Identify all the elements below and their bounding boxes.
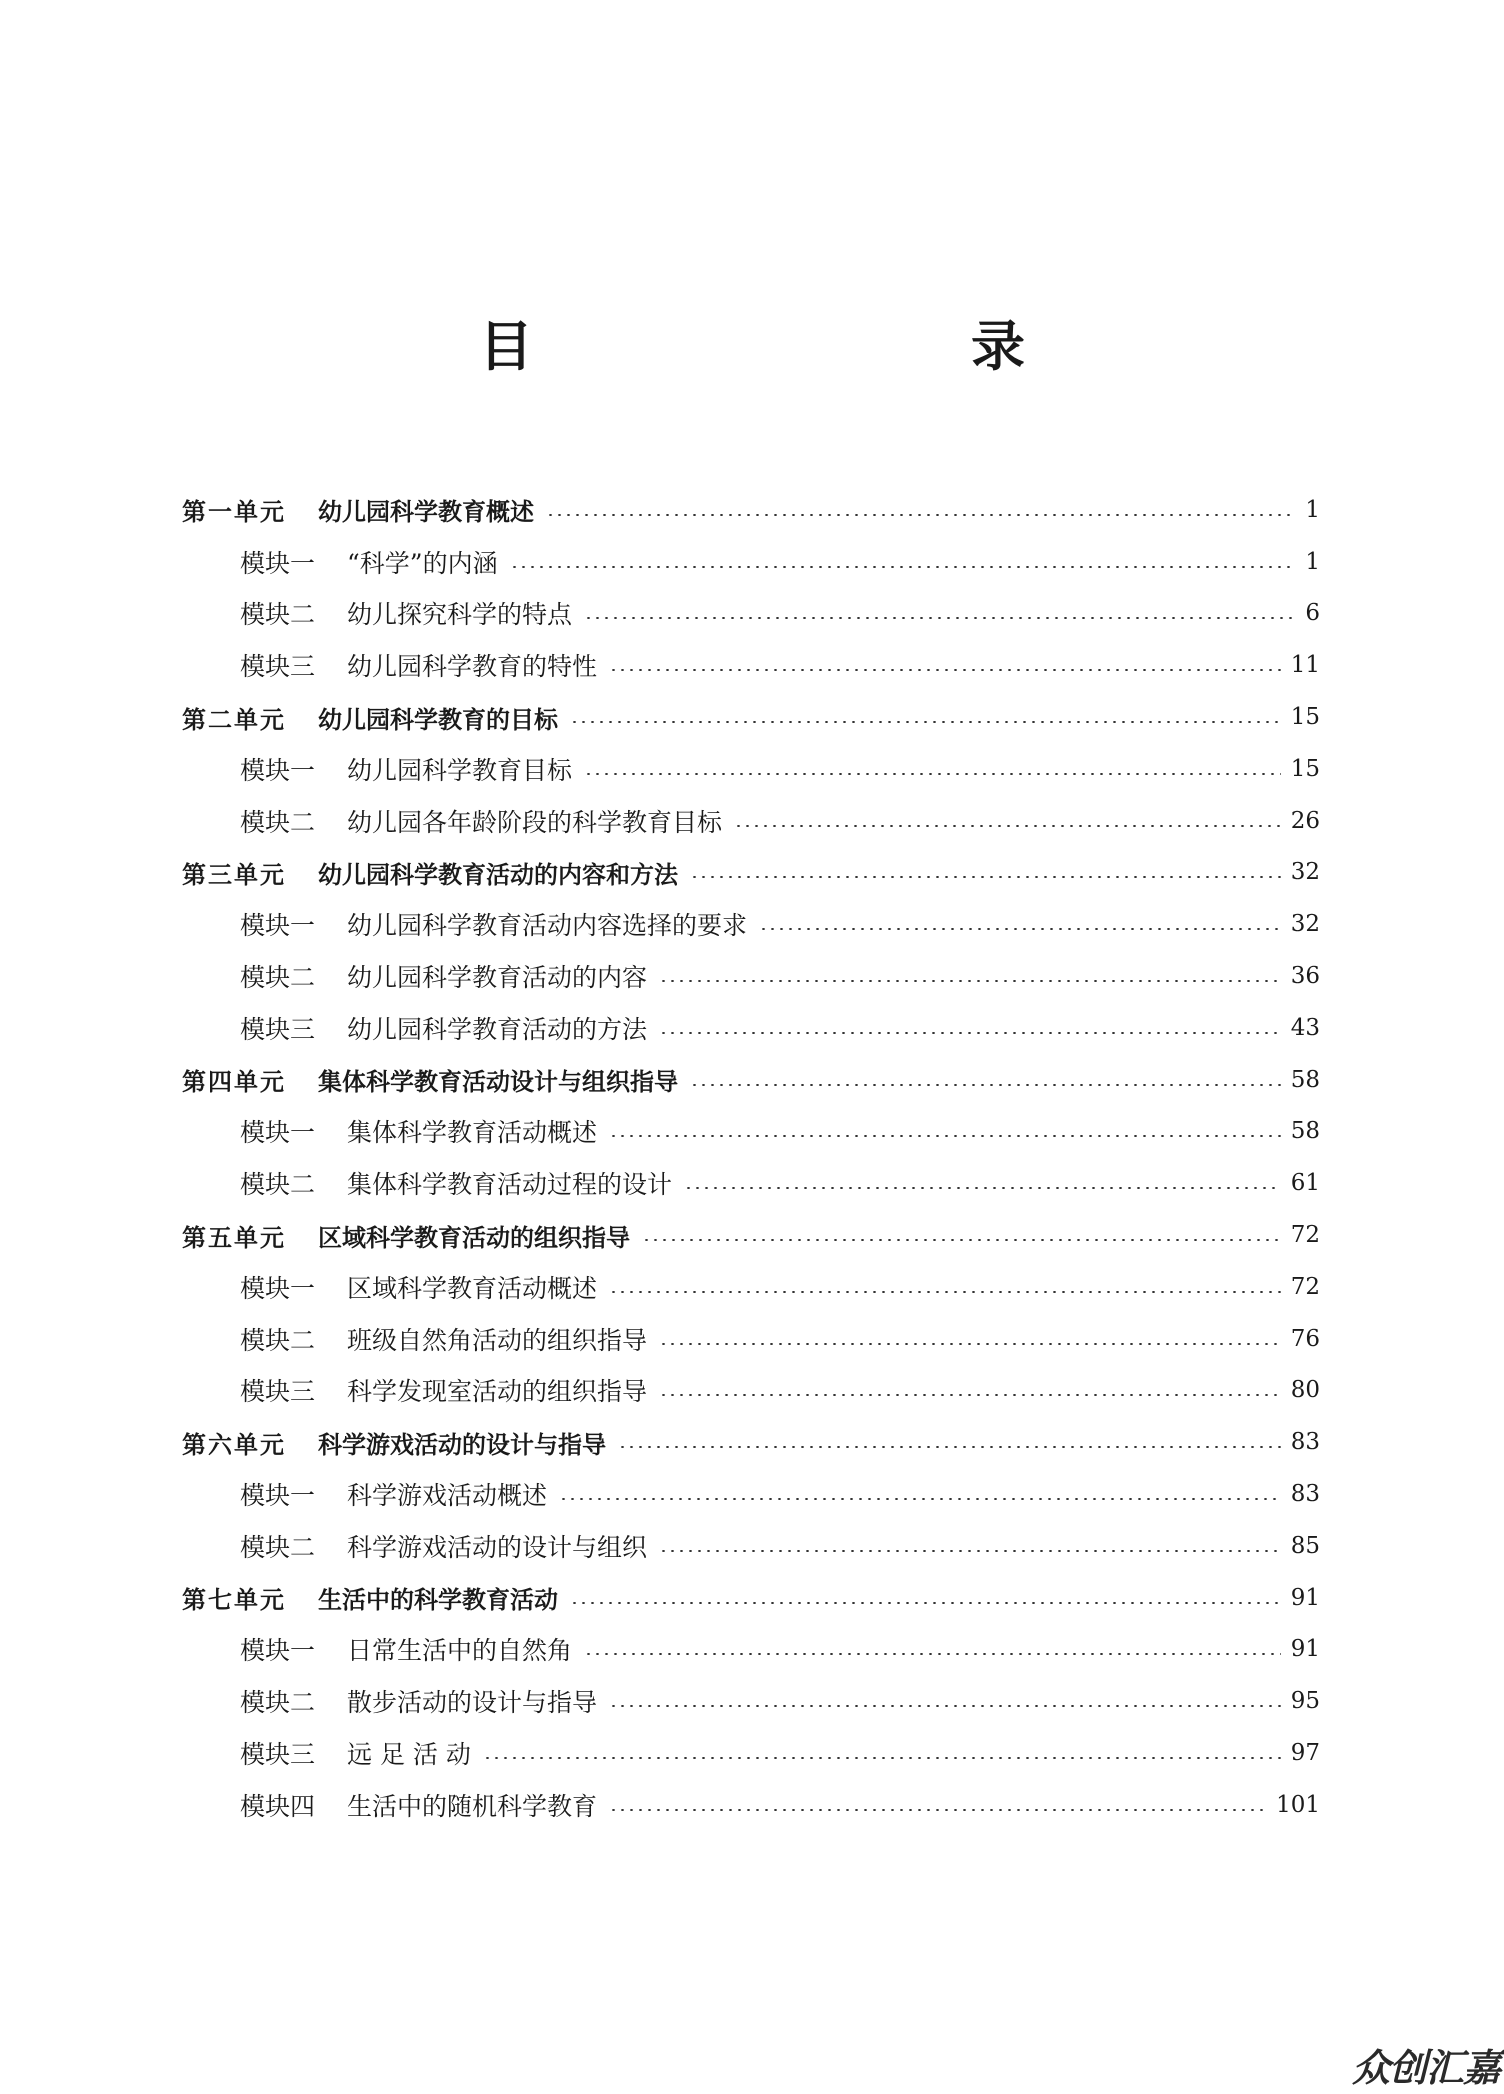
toc-module-row[interactable]: [182, 950, 1320, 1002]
toc-entry-label: [240, 1321, 647, 1357]
dot-leader: [659, 1394, 1281, 1396]
toc-unit-row[interactable]: [182, 1572, 1320, 1624]
page-number: 32: [1290, 911, 1320, 938]
toc-module-row[interactable]: [182, 639, 1320, 691]
toc-entry-label: [240, 1683, 597, 1719]
page-number: 43: [1290, 1014, 1320, 1041]
dot-leader: [618, 1446, 1281, 1448]
module-number: 模块一: [240, 1636, 316, 1666]
module-title: 幼儿园科学教育活动内容选择的要求: [347, 911, 748, 941]
unit-number: 第六单元: [182, 1430, 286, 1459]
page-number: 1: [1305, 496, 1320, 523]
page-number: 101: [1276, 1791, 1320, 1818]
toc-module-row[interactable]: [182, 743, 1320, 795]
toc-entry-label: [240, 1787, 597, 1823]
unit-title: 科学游戏活动的设计与指导: [318, 1430, 606, 1459]
toc-module-row[interactable]: [182, 1365, 1320, 1417]
unit-number: 第三单元: [182, 860, 286, 889]
page-number: 97: [1290, 1740, 1320, 1767]
toc-module-row[interactable]: [182, 1468, 1320, 1520]
dot-leader: [759, 928, 1281, 930]
page-number: 91: [1290, 1584, 1320, 1611]
page-number: 76: [1290, 1325, 1320, 1352]
toc-entry-label: [240, 1010, 647, 1046]
unit-title: 集体科学教育活动设计与组织指导: [318, 1068, 678, 1097]
module-title: 日常生活中的自然角: [347, 1636, 573, 1666]
module-title: 散步活动的设计与指导: [347, 1688, 598, 1718]
module-number: 模块四: [240, 1791, 316, 1821]
page-number: 83: [1290, 1481, 1320, 1508]
page-number: 15: [1290, 755, 1320, 782]
toc-entry-label: [240, 1631, 572, 1667]
unit-title: 生活中的科学教育活动: [318, 1586, 558, 1615]
toc-entry-label: [240, 1113, 597, 1149]
dot-leader: [609, 1705, 1281, 1707]
table-of-contents: [182, 484, 1320, 1831]
dot-leader: [559, 1498, 1281, 1500]
toc-module-row[interactable]: [182, 1002, 1320, 1054]
dot-leader: [642, 1239, 1281, 1241]
toc-module-row[interactable]: [182, 1313, 1320, 1365]
unit-number: 第一单元: [182, 498, 286, 527]
toc-entry-label: [240, 1476, 547, 1512]
toc-entry-label: [240, 803, 722, 839]
dot-leader: [690, 1084, 1281, 1086]
dot-leader: [570, 1602, 1281, 1604]
dot-leader: [609, 669, 1281, 671]
dot-leader: [584, 617, 1292, 619]
dot-leader: [659, 1550, 1281, 1552]
module-number: 模块三: [240, 652, 316, 682]
page-number: 11: [1290, 652, 1320, 679]
dot-leader: [684, 1187, 1281, 1189]
toc-module-row[interactable]: [182, 1520, 1320, 1572]
toc-entry-label: [240, 1165, 672, 1201]
toc-module-row[interactable]: [182, 1106, 1320, 1158]
page-number: 72: [1290, 1222, 1320, 1249]
module-title: 集体科学教育活动过程的设计: [347, 1170, 673, 1200]
module-title: 区域科学教育活动概述: [347, 1273, 598, 1303]
toc-entry-label: [182, 1425, 606, 1460]
module-number: 模块二: [240, 807, 316, 837]
module-number: 模块三: [240, 1740, 316, 1770]
toc-entry-label: [240, 1269, 597, 1305]
toc-unit-row[interactable]: [182, 484, 1320, 536]
dot-leader: [570, 721, 1281, 723]
module-title: 幼儿园科学教育目标: [347, 755, 573, 785]
module-title: 生活中的随机科学教育: [347, 1791, 598, 1821]
page-title: 目 录: [479, 315, 1135, 378]
unit-title: 幼儿园科学教育的目标: [318, 705, 558, 734]
toc-module-row[interactable]: [182, 1624, 1320, 1676]
page-number: 26: [1290, 807, 1320, 834]
page-number: 72: [1290, 1273, 1320, 1300]
page-number: 85: [1290, 1532, 1320, 1559]
toc-module-row[interactable]: [182, 1779, 1320, 1831]
toc-entry-label: [240, 1735, 471, 1771]
watermark-logo: 众创汇嘉: [1351, 2046, 1500, 2090]
page-number: 83: [1290, 1429, 1320, 1456]
module-number: 模块一: [240, 1481, 316, 1511]
module-title: 科学游戏活动的设计与组织: [347, 1532, 648, 1562]
toc-entry-label: [240, 595, 572, 631]
module-number: 模块一: [240, 911, 316, 941]
toc-entry-label: [240, 906, 747, 942]
dot-leader: [690, 876, 1281, 878]
page-number: 95: [1290, 1688, 1320, 1715]
dot-leader: [609, 1291, 1281, 1293]
toc-module-row[interactable]: [182, 588, 1320, 640]
module-title: 幼儿园各年龄阶段的科学教育目标: [347, 807, 723, 837]
unit-number: 第二单元: [182, 705, 286, 734]
module-number: 模块二: [240, 1532, 316, 1562]
module-number: 模块二: [240, 1325, 316, 1355]
module-number: 模块一: [240, 548, 316, 578]
page-number: 61: [1290, 1170, 1320, 1197]
module-number: 模块三: [240, 1014, 316, 1044]
module-title: 远 足 活 动: [347, 1740, 471, 1770]
page-number: 58: [1290, 1066, 1320, 1093]
unit-title: 幼儿园科学教育概述: [318, 498, 534, 527]
dot-leader: [609, 1135, 1281, 1137]
module-title: 班级自然角活动的组织指导: [347, 1325, 648, 1355]
toc-entry-label: [240, 1372, 647, 1408]
unit-title: 幼儿园科学教育活动的内容和方法: [318, 860, 678, 889]
module-number: 模块一: [240, 755, 316, 785]
toc-entry-label: [182, 1218, 630, 1253]
page-number: 32: [1290, 859, 1320, 886]
page-number: 1: [1305, 548, 1320, 575]
toc-unit-row[interactable]: [182, 847, 1320, 899]
module-number: 模块二: [240, 600, 316, 630]
toc-unit-row[interactable]: [182, 1209, 1320, 1261]
unit-title: 区域科学教育活动的组织指导: [318, 1223, 630, 1252]
page-number: 6: [1305, 600, 1320, 627]
toc-unit-row[interactable]: [182, 691, 1320, 743]
toc-unit-row[interactable]: [182, 1416, 1320, 1468]
toc-module-row[interactable]: [182, 1675, 1320, 1727]
module-title: 幼儿园科学教育的特性: [347, 652, 598, 682]
toc-module-row[interactable]: [182, 1157, 1320, 1209]
module-number: 模块二: [240, 1688, 316, 1718]
dot-leader: [609, 1809, 1266, 1811]
toc-entry-label: [240, 647, 597, 683]
dot-leader: [510, 566, 1292, 568]
module-number: 模块一: [240, 1273, 316, 1303]
toc-module-row[interactable]: [182, 1727, 1320, 1779]
unit-number: 第五单元: [182, 1223, 286, 1252]
toc-entry-label: [182, 1580, 558, 1615]
toc-entry-label: [240, 958, 647, 994]
module-title: 集体科学教育活动概述: [347, 1118, 598, 1148]
toc-entry-label: [182, 700, 558, 735]
module-title: “科学”的内涵: [347, 548, 498, 578]
page-number: 80: [1290, 1377, 1320, 1404]
dot-leader: [584, 773, 1281, 775]
module-title: 幼儿园科学教育活动的内容: [347, 963, 648, 993]
toc-module-row[interactable]: [182, 536, 1320, 588]
module-number: 模块二: [240, 1170, 316, 1200]
toc-unit-row[interactable]: [182, 1054, 1320, 1106]
dot-leader: [659, 1343, 1281, 1345]
page-number: 15: [1290, 704, 1320, 731]
toc-entry-label: [182, 855, 678, 890]
dot-leader: [546, 514, 1292, 516]
toc-entry-label: [240, 544, 498, 580]
toc-entry-label: [182, 492, 534, 527]
module-number: 模块二: [240, 963, 316, 993]
page-number: 58: [1290, 1118, 1320, 1145]
toc-module-row[interactable]: [182, 1261, 1320, 1313]
dot-leader: [584, 1653, 1281, 1655]
module-number: 模块一: [240, 1118, 316, 1148]
module-number: 模块三: [240, 1377, 316, 1407]
module-title: 幼儿探究科学的特点: [347, 600, 573, 630]
module-title: 幼儿园科学教育活动的方法: [347, 1014, 648, 1044]
toc-entry-label: [182, 1062, 678, 1097]
dot-leader: [659, 980, 1281, 982]
toc-entry-label: [240, 1528, 647, 1564]
toc-entry-label: [240, 751, 572, 787]
dot-leader: [734, 825, 1281, 827]
dot-leader: [483, 1757, 1281, 1759]
module-title: 科学发现室活动的组织指导: [347, 1377, 648, 1407]
toc-module-row[interactable]: [182, 795, 1320, 847]
module-title: 科学游戏活动概述: [347, 1481, 548, 1511]
toc-module-row[interactable]: [182, 898, 1320, 950]
dot-leader: [659, 1032, 1281, 1034]
page-number: 91: [1290, 1636, 1320, 1663]
page-number: 36: [1290, 963, 1320, 990]
unit-number: 第四单元: [182, 1068, 286, 1097]
unit-number: 第七单元: [182, 1586, 286, 1615]
